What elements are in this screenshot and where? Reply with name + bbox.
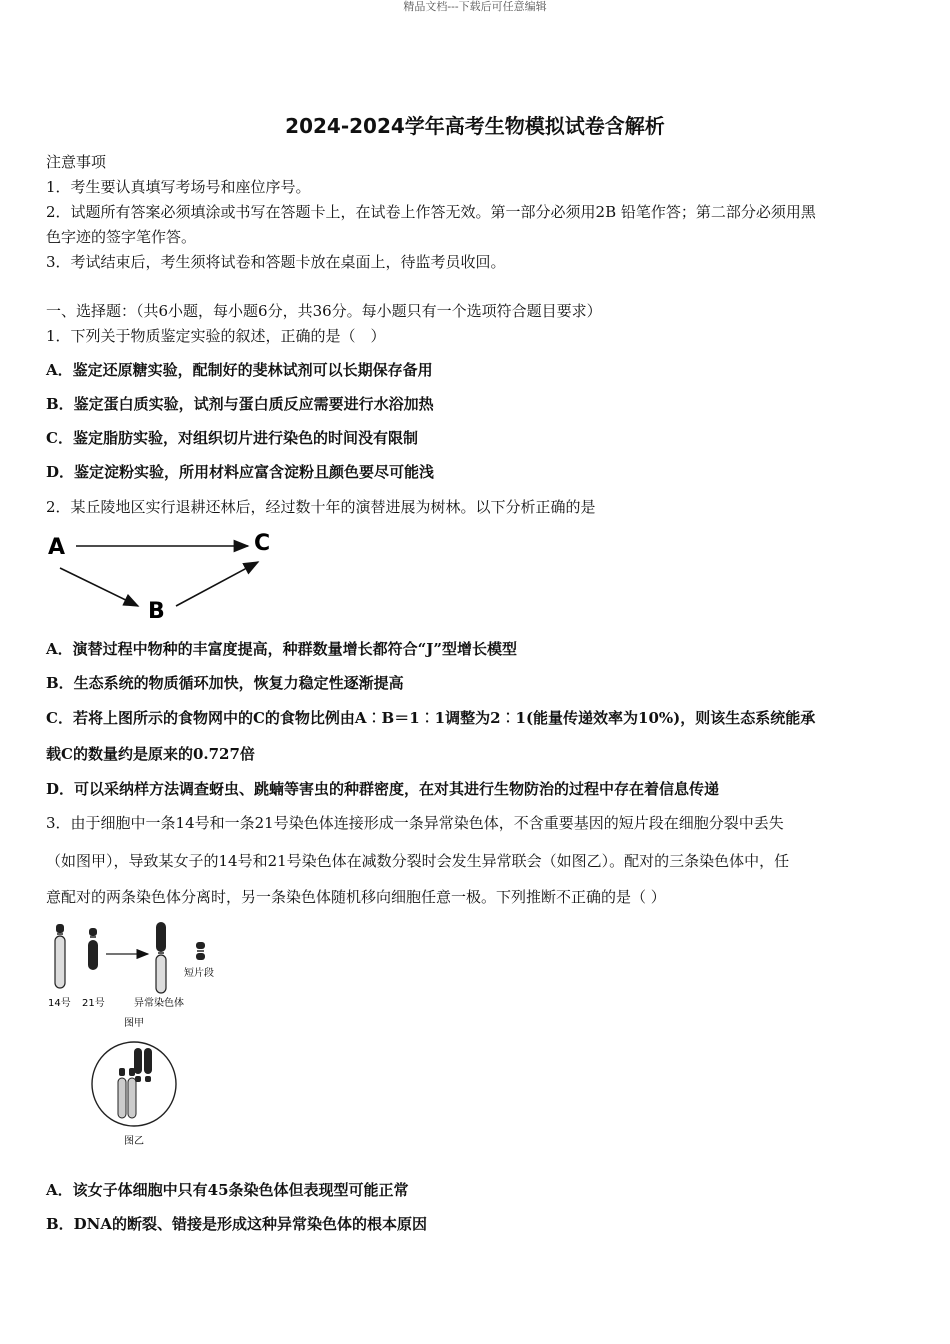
caption-figure-a: 图甲 [124, 1018, 144, 1029]
chromosome-pair-21-icon [134, 1048, 152, 1082]
node-b: B [148, 599, 165, 624]
node-c: C [254, 531, 271, 556]
q2-option-c: C．若将上图所示的食物网中的C的食物比例由A︰B＝1︰1调整为2︰1(能量传递效率为10%)，则该生态系统能承 [46, 709, 816, 727]
q2-option-d: D．可以采纳样方法调查蚜虫、跳蝻等害虫的种群密度，在对其进行生物防治的过程中存在着信息传递 [46, 780, 720, 798]
notes-heading: 注意事项 [46, 153, 107, 171]
caption-figure-b: 图乙 [124, 1136, 144, 1147]
arrow-a-to-b [60, 568, 138, 606]
q1-stem: 1．下列关于物质鉴定实验的叙述，正确的是（ ） [46, 327, 386, 345]
q1-option-d: D．鉴定淀粉实验，所用材料应富含淀粉且颜色要尽可能浅 [46, 463, 435, 481]
q3-stem-3: 意配对的两条染色体分离时，另一条染色体随机移向细胞任意一极。下列推断不正确的是（ ） [46, 888, 666, 906]
food-web-diagram [44, 528, 284, 624]
q1-option-c: C．鉴定脂肪实验，对组织切片进行染色的时间没有限制 [46, 429, 418, 447]
q2-option-c-cont: 载C的数量约是原来的0.727倍 [46, 745, 255, 763]
notes-item-2: 2．试题所有答案必须填涂或书写在答题卡上，在试卷上作答无效。第一部分必须用2B 铅笔作答；第二部分必须用黑 [46, 203, 816, 221]
figure-a-chromosome-fusion [44, 918, 234, 1034]
node-a: A [48, 535, 66, 560]
q2-stem: 2．某丘陵地区实行退耕还林后，经过数十年的演替进展为树林。以下分析正确的是 [46, 498, 596, 516]
notes-item-3: 3．考试结束后，考生须将试卷和答题卡放在桌面上，待监考员收回。 [46, 253, 506, 271]
q3-stem-1: 3．由于细胞中一条14号和一条21号染色体连接形成一条异常染色体，不含重要基因的短片段在细胞分裂中丢失 [46, 814, 784, 832]
q3-stem-2: （如图甲），导致某女子的14号和21号染色体在减数分裂时会发生异常联会（如图乙）。配对的三条染色体中，任 [46, 852, 790, 870]
page-header: 精品文档---下载后可任意编辑 [403, 0, 547, 13]
chromosome-14-icon [55, 924, 65, 988]
q3-option-a: A．该女子体细胞中只有45条染色体但表现型可能正常 [46, 1181, 409, 1199]
figure-b-synapsis [88, 1040, 188, 1150]
q1-option-b: B．鉴定蛋白质实验，试剂与蛋白质反应需要进行水浴加热 [46, 395, 434, 413]
label-21: 21号 [82, 998, 105, 1009]
abnormal-chromosome-icon [156, 922, 166, 993]
chromosome-pair-14-icon [118, 1068, 136, 1118]
page-title: 2024-2024学年高考生物模拟试卷含解析 [285, 114, 665, 138]
section-heading: 一、选择题：（共6小题，每小题6分，共36分。每小题只有一个选项符合题目要求） [46, 302, 602, 320]
q1-option-a: A．鉴定还原糖实验，配制好的斐林试剂可以长期保存备用 [46, 361, 433, 379]
label-fragment: 短片段 [184, 968, 214, 979]
arrow-b-to-c [176, 562, 258, 606]
notes-item-2-cont: 色字迹的签字笔作答。 [46, 228, 197, 246]
label-14: 14号 [48, 998, 71, 1009]
label-abnormal: 异常染色体 [134, 998, 184, 1009]
short-fragment-icon [196, 942, 205, 960]
chromosome-21-icon [88, 928, 98, 970]
notes-item-1: 1．考生要认真填写考场号和座位序号。 [46, 178, 311, 196]
q3-option-b: B．DNA的断裂、错接是形成这种异常染色体的根本原因 [46, 1215, 428, 1233]
q2-option-a: A．演替过程中物种的丰富度提高，种群数量增长都符合“J”型增长模型 [46, 640, 517, 658]
q2-option-b: B．生态系统的物质循环加快，恢复力稳定性逐渐提高 [46, 674, 404, 692]
